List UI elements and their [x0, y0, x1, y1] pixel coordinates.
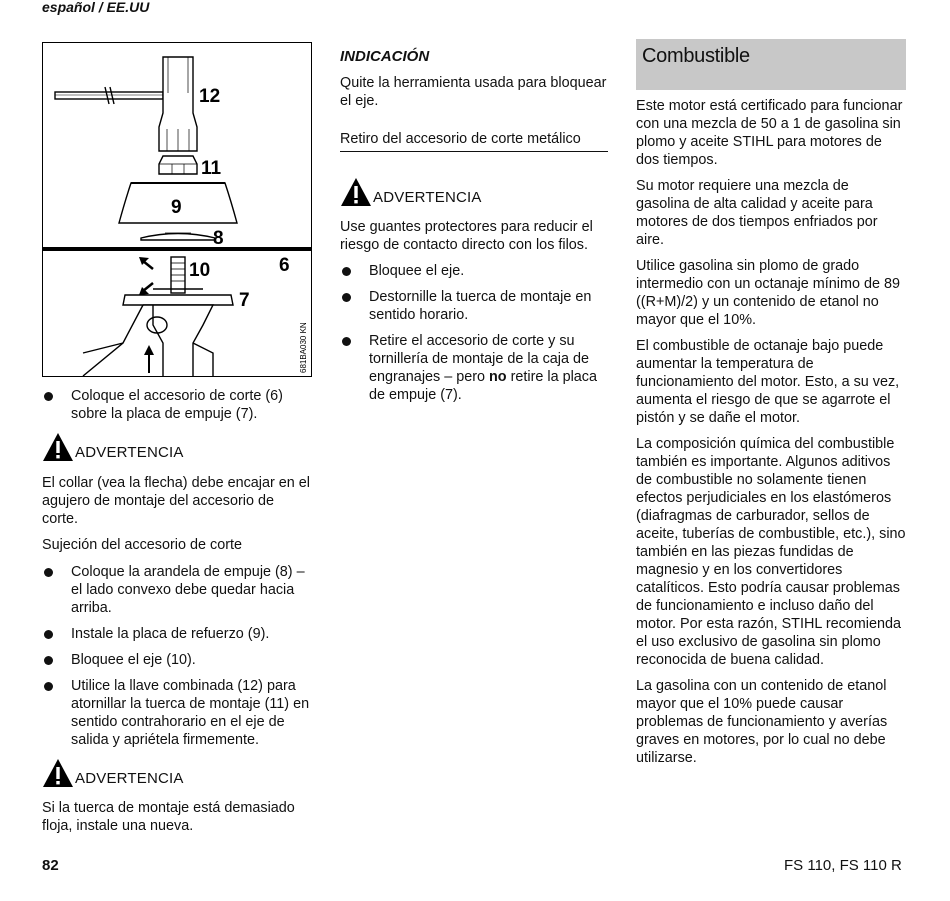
paragraph: La composición química del combustible también es importante. Algunos aditivos de combustible no solamente tienen efectos perjudiciales en los elastómeros (diafragmas de carburador, sellos de aceite, tuberías de combustible, etc.), sino también en las piezas fundidas de magnesio y en los convertidores catalíticos. Esto podría causar problemas de funcionamiento e incluso daño del motor. Por esta razón, STIHL recomienda el uso exclusivo de gasolina sin plomo reconocida de buena calidad. [636, 436, 906, 668]
warning-1 [42, 432, 184, 462]
list-item: Instale la placa de refuerzo (9). [42, 625, 312, 643]
paragraph: Su motor requiere una mezcla de gasolina de alta calidad y aceite para motores de dos tiempos enfriados por aire. [636, 178, 878, 248]
language-header: español / EE.UU [42, 0, 150, 15]
place-attachment-list [42, 387, 312, 431]
paragraph: El combustible de octanaje bajo puede aumentar la temperatura de funcionamiento del motor. Esto, a su vez, aumenta el riesgo de que se agarrote el pistón y se dañe el motor. [636, 338, 900, 426]
warning-label: ADVERTENCIA [75, 444, 184, 461]
warning-2-text: Si la tuerca de montaje está demasiado floja, instale una nueva. [42, 800, 295, 834]
warning-triangle-icon [340, 177, 372, 207]
fuel-paragraphs [636, 97, 906, 775]
list-item-text-b: retire la placa de empuje (7). [369, 369, 597, 403]
removal-steps-list [340, 262, 610, 412]
section-title: Combustible [636, 39, 906, 90]
subheading-mounting: Sujeción del accesorio de corte [42, 537, 242, 553]
figure-code: 681BA030 KN [299, 322, 308, 373]
callout-6: 6 [279, 255, 290, 276]
callout-7: 7 [239, 290, 250, 311]
paragraph: Este motor está certificado para funcionar con una mezcla de 50 a 1 de gasolina sin plomo y aceite STIHL para motores de dos tiempos. [636, 98, 903, 168]
paragraph: La gasolina con un contenido de etanol mayor que el 10% puede causar problemas de funcionamiento y averías graves en motores, por lo cual no debe utilizarse. [636, 678, 888, 766]
warning-1-text: El collar (vea la flecha) debe encajar en el agujero de montaje del accesorio de corte. [42, 475, 310, 527]
warning-2 [42, 758, 184, 788]
list-item: Coloque la arandela de empuje (8) – el lado convexo debe quedar hacia arriba. [42, 563, 312, 617]
model-name: FS 110, FS 110 R [784, 857, 902, 874]
subheading-removal: Retiro del accesorio de corte metálico [340, 130, 608, 152]
warning-triangle-icon [42, 432, 74, 462]
warning-3 [340, 177, 482, 207]
list-item: Destornille la tuerca de montaje en sentido horario. [340, 288, 610, 324]
note-text: Quite la herramienta usada para bloquear el eje. [340, 75, 607, 109]
paragraph: Utilice gasolina sin plomo de grado intermedio con un octanaje mínimo de 89 ((R+M)/2) y un contenido de etanol no mayor que el 10%. [636, 258, 900, 328]
warning-label: ADVERTENCIA [373, 189, 482, 206]
note-heading: INDICACIÓN [340, 48, 430, 65]
warning-label: ADVERTENCIA [75, 770, 184, 787]
warning-triangle-icon [42, 758, 74, 788]
list-item-text-a: Retire el accesorio de corte y su tornillería de montaje de la caja de engranajes – pero [369, 333, 589, 385]
assembly-figure [42, 42, 312, 377]
warning-3-text: Use guantes protectores para reducir el riesgo de contacto directo con los filos. [340, 219, 593, 253]
list-item: Coloque el accesorio de corte (6) sobre la placa de empuje (7). [42, 387, 312, 423]
callout-12: 12 [199, 86, 221, 107]
mounting-steps-list [42, 563, 312, 757]
callout-9: 9 [171, 197, 182, 218]
list-item [340, 332, 610, 404]
callout-8: 8 [213, 228, 224, 249]
list-item: Bloquee el eje (10). [42, 651, 312, 669]
list-item: Utilice la llave combinada (12) para atornillar la tuerca de montaje (11) en sentido contrahorario en el eje de salida y apriétela firmemente. [42, 677, 312, 749]
list-item: Bloquee el eje. [340, 262, 610, 280]
page-number: 82 [42, 857, 59, 874]
assembly-diagram [43, 43, 311, 376]
list-item-bold: no [489, 369, 507, 385]
callout-11: 11 [201, 158, 222, 179]
callout-10: 10 [189, 260, 211, 281]
